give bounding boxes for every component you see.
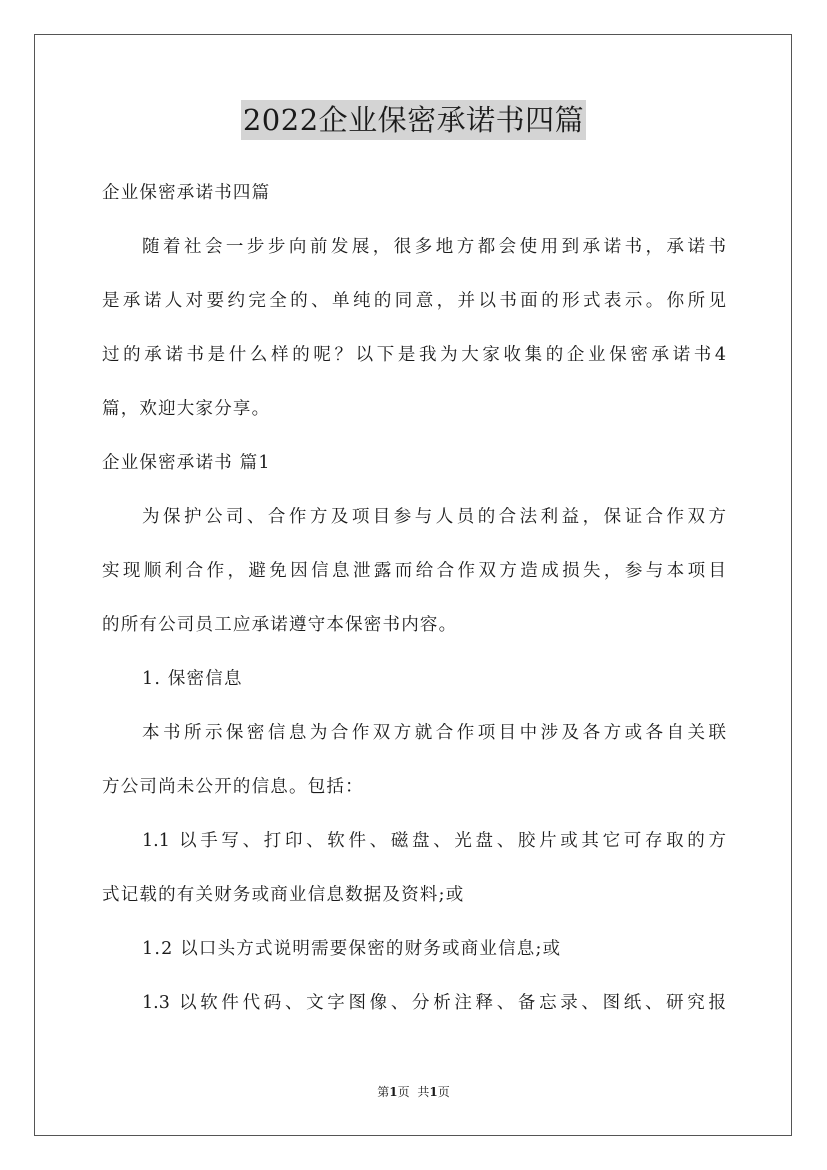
text-line: 企业保密承诺书四篇 [102, 183, 271, 203]
document-title [0, 100, 827, 140]
page-suffix: 页 [397, 1085, 410, 1099]
text-line: 的所有公司员工应承诺遵守本保密书内容。 [102, 615, 458, 635]
total-suffix: 页 [437, 1085, 450, 1099]
text-line: 本书所示保密信息为合作双方就合作项目中涉及各方或各自关联 [142, 723, 726, 743]
text-line: 实现顺利合作，避免因信息泄露而给合作双方造成损失，参与本项目 [102, 561, 726, 581]
text-line: 随着社会一步步向前发展，很多地方都会使用到承诺书，承诺书 [142, 237, 726, 257]
text-line: 式记载的有关财务或商业信息数据及资料;或 [102, 885, 465, 905]
document-title-text: 2022企业保密承诺书四篇 [241, 100, 586, 140]
document-body [102, 166, 726, 1030]
text-line: 1.1 以手写、打印、软件、磁盘、光盘、胶片或其它可存取的方 [142, 831, 726, 851]
page-total: 1 [429, 1085, 438, 1099]
text-line: 企业保密承诺书 篇1 [102, 453, 271, 473]
text-line: 1.2 以口头方式说明需要保密的财务或商业信息;或 [142, 939, 562, 959]
total-prefix: 共 [417, 1085, 430, 1099]
text-line: 篇，欢迎大家分享。 [102, 399, 271, 419]
text-line: 为保护公司、合作方及项目参与人员的合法利益，保证合作双方 [142, 507, 726, 527]
text-line: 过的承诺书是什么样的呢？以下是我为大家收集的企业保密承诺书4 [102, 345, 726, 365]
text-line: 方公司尚未公开的信息。包括： [102, 777, 364, 797]
text-line: 1. 保密信息 [142, 669, 243, 689]
page-footer [0, 1083, 827, 1101]
page-current: 1 [389, 1085, 398, 1099]
text-line: 1.3 以软件代码、文字图像、分析注释、备忘录、图纸、研究报 [142, 993, 726, 1013]
text-line: 是承诺人对要约完全的、单纯的同意，并以书面的形式表示。你所见 [102, 291, 726, 311]
page-prefix: 第 [377, 1085, 390, 1099]
